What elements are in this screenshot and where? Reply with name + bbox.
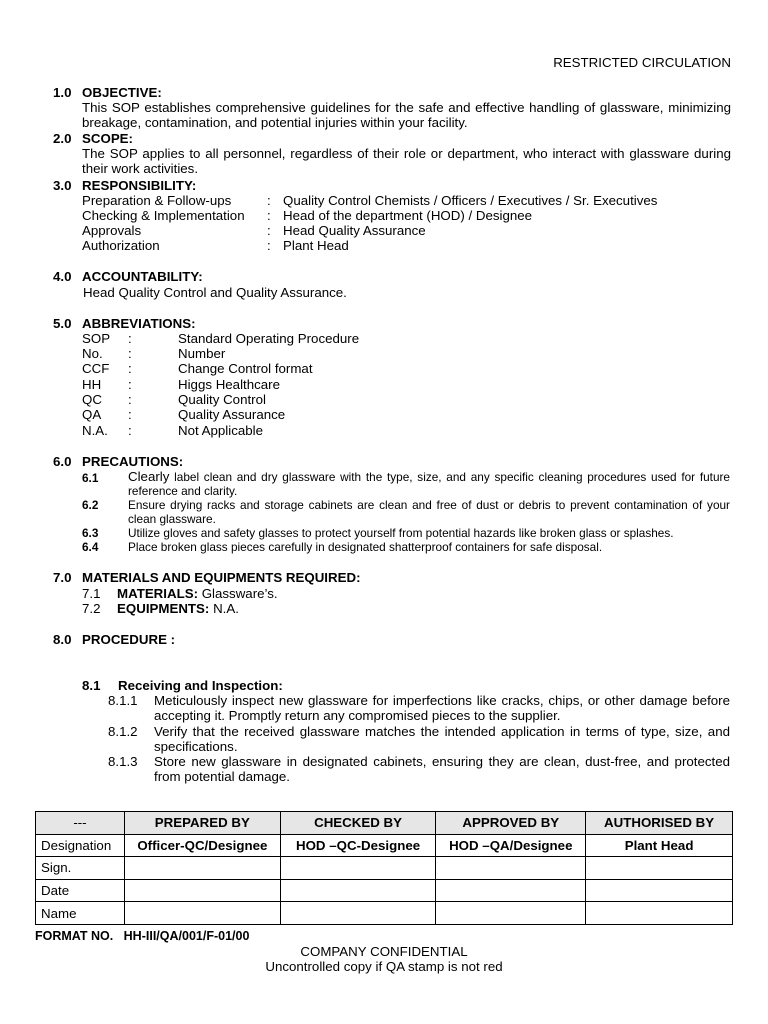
name-cell <box>436 902 586 925</box>
step-number: 8.1.3 <box>108 754 138 769</box>
row-label-date: Date <box>36 879 125 902</box>
separator: : <box>128 346 132 361</box>
abbr-meaning: Standard Operating Procedure <box>178 331 360 346</box>
section-number: 5.0 <box>53 316 72 331</box>
abbr-term: SOP <box>82 331 111 346</box>
signoff-table <box>35 811 733 925</box>
subsection-number: 7.2 <box>82 601 101 616</box>
step-number: 8.1.2 <box>108 724 138 739</box>
section-number: 6.0 <box>53 454 72 469</box>
section-title: ABBREVIATIONS: <box>82 316 196 331</box>
name-cell <box>280 902 436 925</box>
precaution-number: 6.1 <box>82 471 99 485</box>
precaution-body: label clean and dry glassware with the type, size, and any specific cleaning procedures used for future reference and clarity. <box>128 470 730 498</box>
table-row <box>36 834 733 857</box>
abbr-meaning: Change Control format <box>178 361 313 376</box>
section-number: 7.0 <box>53 570 72 585</box>
responsibility-label: Authorization <box>82 238 160 253</box>
header-authorised-by: AUTHORISED BY <box>586 812 733 835</box>
format-code: HH-III/QA/001/F-01/00 <box>123 929 250 943</box>
abbr-meaning: Higgs Healthcare <box>178 377 280 392</box>
abbr-meaning: Number <box>178 346 226 361</box>
materials-value: Glassware’s. <box>201 586 278 601</box>
equipments-value: N.A. <box>213 601 239 616</box>
separator: : <box>267 223 271 238</box>
abbr-term: CCF <box>82 361 110 376</box>
separator: : <box>128 392 132 407</box>
responsibility-label: Approvals <box>82 223 142 238</box>
materials-label: MATERIALS: <box>117 586 199 601</box>
abbr-meaning: Quality Control <box>178 392 266 407</box>
table-row <box>36 879 733 902</box>
sign-cell <box>586 857 733 880</box>
accountability-text: Head Quality Control and Quality Assurance. <box>83 285 347 300</box>
subsection-number: 7.1 <box>82 586 101 601</box>
table-row <box>36 857 733 880</box>
uncontrolled-note: Uncontrolled copy if QA stamp is not red <box>265 959 503 974</box>
sign-cell <box>436 857 586 880</box>
step-text: Verify that the received glassware matches the intended application in terms of type, size, and specifications. <box>154 724 730 755</box>
sign-cell <box>280 857 436 880</box>
precaution-text: Utilize gloves and safety glasses to protect yourself from potential hazards like broken glass or splashes. <box>128 526 674 540</box>
precaution-number: 6.3 <box>82 526 99 540</box>
confidential-label: COMPANY CONFIDENTIAL <box>300 944 468 959</box>
step-text: Store new glassware in designated cabinets, ensuring they are clean, dust-free, and protected from potential damage. <box>154 754 730 785</box>
section-title: PROCEDURE : <box>82 632 176 647</box>
separator: : <box>128 423 132 438</box>
responsibility-value: Quality Control Chemists / Officers / Executives / Sr. Executives <box>283 193 658 208</box>
section-number: 2.0 <box>53 131 72 146</box>
name-cell <box>124 902 280 925</box>
designation-approved: HOD –QA/Designee <box>436 834 586 857</box>
date-cell <box>436 879 586 902</box>
abbr-term: QC <box>82 392 102 407</box>
abbr-term: N.A. <box>82 423 108 438</box>
scope-text: The SOP applies to all personnel, regardless of their role or department, who interact with glassware during their work activities. <box>82 146 731 177</box>
responsibility-label: Preparation & Follow-ups <box>82 193 232 208</box>
header-cell-blank: --- <box>36 812 125 835</box>
date-cell <box>586 879 733 902</box>
responsibility-value: Head of the department (HOD) / Designee <box>283 208 533 223</box>
separator: : <box>267 193 271 208</box>
objective-text: This SOP establishes comprehensive guidelines for the safe and effective handling of glassware, minimizing breakage, contamination, and potential injuries within your facility. <box>82 100 731 131</box>
precaution-text <box>128 470 730 498</box>
subsection-number: 8.1 <box>82 678 101 693</box>
section-title: MATERIALS AND EQUIPMENTS REQUIRED: <box>82 570 361 585</box>
section-number: 1.0 <box>53 85 72 100</box>
separator: : <box>128 407 132 422</box>
step-number: 8.1.1 <box>108 693 138 708</box>
table-row <box>36 902 733 925</box>
format-label: FORMAT NO. <box>35 929 114 943</box>
header-prepared-by: PREPARED BY <box>124 812 280 835</box>
designation-checked: HOD –QC-Designee <box>280 834 436 857</box>
precaution-lead: Clearly <box>128 469 170 484</box>
responsibility-value: Plant Head <box>283 238 349 253</box>
abbr-term: QA <box>82 407 102 422</box>
row-label-name: Name <box>36 902 125 925</box>
equipments-line <box>117 601 239 616</box>
separator: : <box>128 331 132 346</box>
section-title: RESPONSIBILITY: <box>82 178 197 193</box>
responsibility-value: Head Quality Assurance <box>283 223 426 238</box>
section-title: SCOPE: <box>82 131 133 146</box>
separator: : <box>267 238 271 253</box>
precaution-text: Place broken glass pieces carefully in designated shatterproof containers for safe disposal. <box>128 540 603 554</box>
name-cell <box>586 902 733 925</box>
materials-line <box>117 586 278 601</box>
precaution-text: Ensure drying racks and storage cabinets are clean and free of dust or debris to prevent contamination of your clean glassware. <box>128 498 730 526</box>
equipments-label: EQUIPMENTS: <box>117 601 210 616</box>
designation-authorised: Plant Head <box>586 834 733 857</box>
section-title: ACCOUNTABILITY: <box>82 269 203 284</box>
section-number: 3.0 <box>53 178 72 193</box>
designation-prepared: Officer-QC/Designee <box>124 834 280 857</box>
header-approved-by: APPROVED BY <box>436 812 586 835</box>
date-cell <box>280 879 436 902</box>
precaution-number: 6.2 <box>82 498 99 512</box>
table-header-row <box>36 812 733 835</box>
section-title: OBJECTIVE: <box>82 85 162 100</box>
section-number: 8.0 <box>53 632 72 647</box>
precaution-number: 6.4 <box>82 540 99 554</box>
row-label-sign: Sign. <box>36 857 125 880</box>
abbr-meaning: Quality Assurance <box>178 407 286 422</box>
separator: : <box>267 208 271 223</box>
subsection-title: Receiving and Inspection: <box>118 678 283 693</box>
date-cell <box>124 879 280 902</box>
abbr-term: No. <box>82 346 103 361</box>
separator: : <box>128 361 132 376</box>
section-title: PRECAUTIONS: <box>82 454 184 469</box>
responsibility-label: Checking & Implementation <box>82 208 245 223</box>
separator: : <box>128 377 132 392</box>
abbr-term: HH <box>82 377 102 392</box>
sign-cell <box>124 857 280 880</box>
step-text: Meticulously inspect new glassware for imperfections like cracks, chips, or other damage before accepting it. Promptly return any compromised pieces to the supplier. <box>154 693 730 724</box>
abbr-meaning: Not Applicable <box>178 423 264 438</box>
header-checked-by: CHECKED BY <box>280 812 436 835</box>
circulation-label: RESTRICTED CIRCULATION <box>553 55 731 70</box>
format-number <box>35 929 249 943</box>
section-number: 4.0 <box>53 269 72 284</box>
row-label-designation: Designation <box>36 834 125 857</box>
